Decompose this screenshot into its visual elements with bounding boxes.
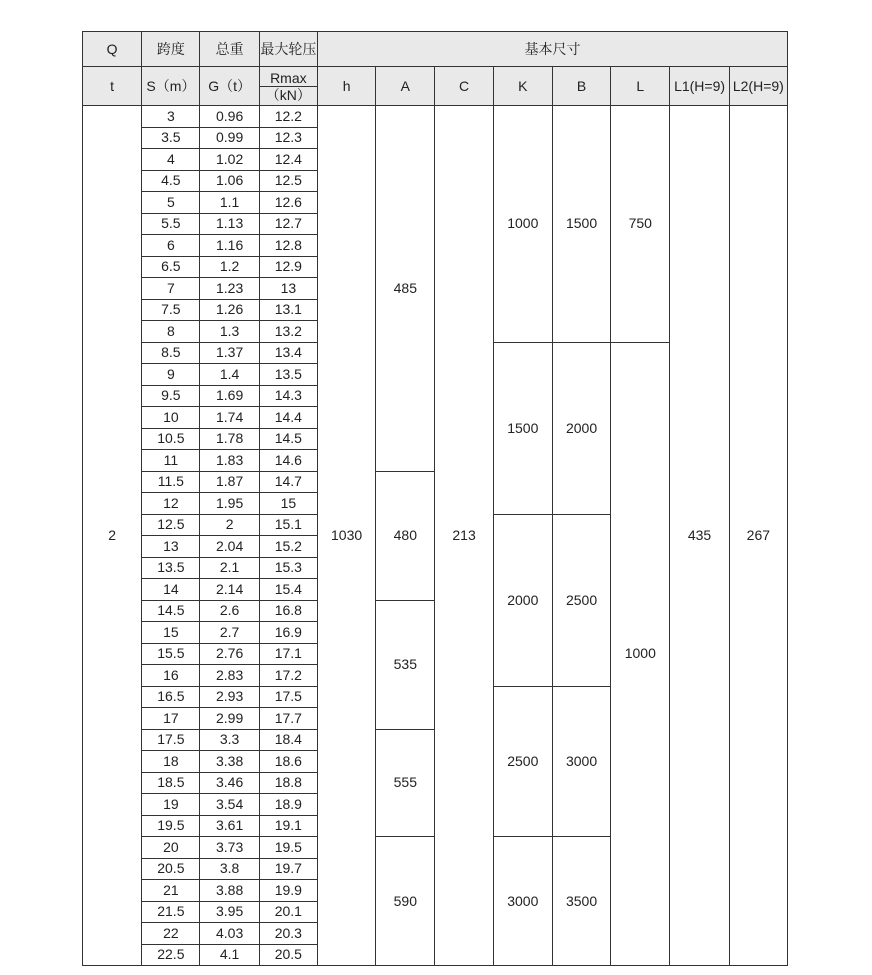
header-c: C (435, 67, 493, 106)
rmax-cell: 18.4 (259, 729, 317, 751)
span-cell: 22 (142, 923, 200, 945)
span-cell: 12.5 (142, 514, 200, 536)
weight-cell: 1.16 (200, 235, 259, 257)
b-cell: 3000 (552, 686, 610, 837)
span-cell: 18.5 (142, 772, 200, 794)
span-cell: 9 (142, 364, 200, 386)
header-l: L (611, 67, 670, 106)
k-cell: 2500 (493, 686, 552, 837)
rmax-cell: 12.6 (259, 192, 317, 214)
b-cell: 2500 (552, 514, 610, 686)
header-kn: （kN） (265, 86, 311, 103)
b-cell: 1500 (552, 106, 610, 343)
rmax-cell: 14.5 (259, 428, 317, 450)
span-cell: 15.5 (142, 643, 200, 665)
weight-cell: 2.6 (200, 600, 259, 622)
header-l1: L1(H=9) (670, 67, 729, 106)
span-cell: 8.5 (142, 342, 200, 364)
rmax-cell: 14.4 (259, 407, 317, 429)
span-cell: 4 (142, 149, 200, 171)
k-cell: 1500 (493, 342, 552, 514)
b-cell: 3500 (552, 837, 610, 966)
weight-cell: 1.74 (200, 407, 259, 429)
span-cell: 21 (142, 880, 200, 902)
h-cell: 1030 (317, 106, 375, 966)
rmax-cell: 12.3 (259, 127, 317, 149)
c-cell: 213 (435, 106, 493, 966)
a-cell: 555 (376, 729, 435, 837)
rmax-cell: 12.2 (259, 106, 317, 128)
rmax-cell: 15.2 (259, 536, 317, 558)
rmax-cell: 18.6 (259, 751, 317, 773)
span-cell: 5.5 (142, 213, 200, 235)
rmax-cell: 17.5 (259, 686, 317, 708)
span-cell: 12 (142, 493, 200, 515)
header-k: K (493, 67, 552, 106)
rmax-cell: 12.9 (259, 256, 317, 278)
weight-cell: 1.95 (200, 493, 259, 515)
header-max-wheel-load: 最大轮压 (259, 32, 317, 67)
header-s: S（m） (142, 67, 200, 106)
k-cell: 2000 (493, 514, 552, 686)
a-cell: 480 (376, 471, 435, 600)
weight-cell: 1.4 (200, 364, 259, 386)
weight-cell: 1.23 (200, 278, 259, 300)
weight-cell: 3.61 (200, 815, 259, 837)
header-span: 跨度 (142, 32, 200, 67)
span-cell: 13 (142, 536, 200, 558)
span-cell: 8 (142, 321, 200, 343)
weight-cell: 1.26 (200, 299, 259, 321)
rmax-cell: 17.2 (259, 665, 317, 687)
weight-cell: 2.7 (200, 622, 259, 644)
weight-cell: 3.95 (200, 901, 259, 923)
rmax-cell: 15.3 (259, 557, 317, 579)
rmax-cell: 12.5 (259, 170, 317, 192)
q-cell: 2 (83, 106, 142, 966)
span-cell: 6 (142, 235, 200, 257)
span-cell: 7 (142, 278, 200, 300)
weight-cell: 0.99 (200, 127, 259, 149)
span-cell: 16.5 (142, 686, 200, 708)
rmax-cell: 13.2 (259, 321, 317, 343)
rmax-cell: 14.7 (259, 471, 317, 493)
span-cell: 16 (142, 665, 200, 687)
weight-cell: 2.1 (200, 557, 259, 579)
weight-cell: 1.69 (200, 385, 259, 407)
rmax-cell: 18.9 (259, 794, 317, 816)
weight-cell: 3.88 (200, 880, 259, 902)
span-cell: 3 (142, 106, 200, 128)
weight-cell: 1.06 (200, 170, 259, 192)
span-cell: 20 (142, 837, 200, 859)
weight-cell: 2.04 (200, 536, 259, 558)
span-cell: 15 (142, 622, 200, 644)
weight-cell: 2.14 (200, 579, 259, 601)
rmax-cell: 13.5 (259, 364, 317, 386)
header-basic-dimensions: 基本尺寸 (317, 32, 787, 67)
weight-cell: 3.3 (200, 729, 259, 751)
rmax-cell: 17.1 (259, 643, 317, 665)
header-row-2 (83, 67, 788, 106)
weight-cell: 2 (200, 514, 259, 536)
weight-cell: 3.54 (200, 794, 259, 816)
rmax-cell: 19.9 (259, 880, 317, 902)
l1-cell: 435 (670, 106, 729, 966)
rmax-cell: 20.3 (259, 923, 317, 945)
l-cell: 1000 (611, 342, 670, 966)
weight-cell: 2.83 (200, 665, 259, 687)
header-weight: 总重 (200, 32, 259, 67)
span-cell: 7.5 (142, 299, 200, 321)
rmax-cell: 20.1 (259, 901, 317, 923)
rmax-cell: 14.6 (259, 450, 317, 472)
span-cell: 14.5 (142, 600, 200, 622)
header-rmax: Rmax (260, 70, 317, 87)
span-cell: 21.5 (142, 901, 200, 923)
weight-cell: 0.96 (200, 106, 259, 128)
span-cell: 3.5 (142, 127, 200, 149)
rmax-cell: 15.1 (259, 514, 317, 536)
weight-cell: 3.8 (200, 858, 259, 880)
header-l2: L2(H=9) (729, 67, 787, 106)
span-cell: 18 (142, 751, 200, 773)
weight-cell: 4.03 (200, 923, 259, 945)
rmax-cell: 19.7 (259, 858, 317, 880)
weight-cell: 2.99 (200, 708, 259, 730)
weight-cell: 1.13 (200, 213, 259, 235)
rmax-cell: 16.9 (259, 622, 317, 644)
rmax-cell: 19.1 (259, 815, 317, 837)
span-cell: 4.5 (142, 170, 200, 192)
weight-cell: 1.02 (200, 149, 259, 171)
a-cell: 535 (376, 600, 435, 729)
weight-cell: 3.73 (200, 837, 259, 859)
rmax-cell: 12.8 (259, 235, 317, 257)
a-cell: 485 (376, 106, 435, 472)
span-cell: 13.5 (142, 557, 200, 579)
k-cell: 1000 (493, 106, 552, 343)
weight-cell: 1.37 (200, 342, 259, 364)
weight-cell: 1.1 (200, 192, 259, 214)
header-t: t (83, 67, 142, 106)
rmax-cell: 12.4 (259, 149, 317, 171)
l2-cell: 267 (729, 106, 787, 966)
weight-cell: 1.3 (200, 321, 259, 343)
weight-cell: 1.2 (200, 256, 259, 278)
rmax-cell: 18.8 (259, 772, 317, 794)
header-h: h (317, 67, 375, 106)
rmax-cell: 13.1 (259, 299, 317, 321)
weight-cell: 1.87 (200, 471, 259, 493)
weight-cell: 3.46 (200, 772, 259, 794)
header-q: Q (83, 32, 142, 67)
b-cell: 2000 (552, 342, 610, 514)
weight-cell: 2.76 (200, 643, 259, 665)
rmax-cell: 15.4 (259, 579, 317, 601)
span-cell: 9.5 (142, 385, 200, 407)
rmax-cell: 14.3 (259, 385, 317, 407)
weight-cell: 4.1 (200, 944, 259, 966)
rmax-cell: 20.5 (259, 944, 317, 966)
span-cell: 5 (142, 192, 200, 214)
rmax-cell: 16.8 (259, 600, 317, 622)
header-rmax-cell (259, 67, 317, 106)
span-cell: 17 (142, 708, 200, 730)
rmax-cell: 15 (259, 493, 317, 515)
span-cell: 22.5 (142, 944, 200, 966)
span-cell: 19 (142, 794, 200, 816)
rmax-cell: 13 (259, 278, 317, 300)
rmax-cell: 19.5 (259, 837, 317, 859)
rmax-cell: 13.4 (259, 342, 317, 364)
crane-spec-table (82, 31, 788, 966)
span-cell: 6.5 (142, 256, 200, 278)
rmax-cell: 12.7 (259, 213, 317, 235)
rmax-cell: 17.7 (259, 708, 317, 730)
weight-cell: 3.38 (200, 751, 259, 773)
span-cell: 20.5 (142, 858, 200, 880)
header-row-1 (83, 32, 788, 67)
header-a: A (376, 67, 435, 106)
span-cell: 10.5 (142, 428, 200, 450)
span-cell: 10 (142, 407, 200, 429)
k-cell: 3000 (493, 837, 552, 966)
span-cell: 17.5 (142, 729, 200, 751)
span-cell: 14 (142, 579, 200, 601)
header-b: B (552, 67, 610, 106)
weight-cell: 1.83 (200, 450, 259, 472)
l-cell: 750 (611, 106, 670, 343)
span-cell: 11 (142, 450, 200, 472)
weight-cell: 1.78 (200, 428, 259, 450)
header-g: G（t） (200, 67, 259, 106)
table-row (83, 106, 788, 128)
weight-cell: 2.93 (200, 686, 259, 708)
span-cell: 19.5 (142, 815, 200, 837)
span-cell: 11.5 (142, 471, 200, 493)
a-cell: 590 (376, 837, 435, 966)
